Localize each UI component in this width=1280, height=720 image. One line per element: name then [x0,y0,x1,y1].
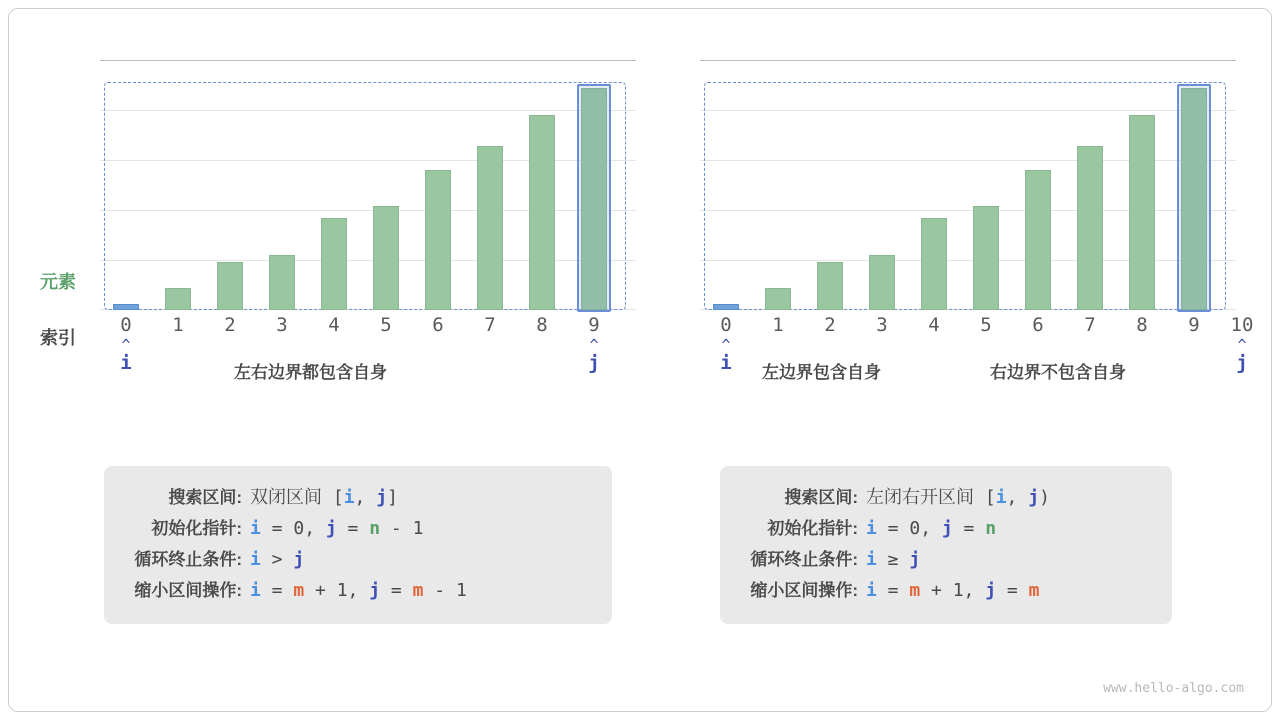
panel-closed-interval [40,60,640,382]
axis-tick: 4 [328,314,340,336]
info-row-label: 初始化指针: [151,519,242,538]
token-n: n [369,518,381,539]
axis-tick: 0 [120,314,132,336]
token-i: i [250,518,261,539]
pointer-caret-i: ^ [121,336,131,354]
axis-tick: 4 [928,314,940,336]
token-m: m [1028,580,1040,601]
info-row [122,575,590,606]
info-row-value [866,575,1039,606]
token-m: m [909,580,921,601]
bar-item [817,262,843,310]
panel-half-open-interval [640,60,1254,382]
token-text: 左闭右开区间 [ [866,487,996,508]
axis-tick: 3 [276,314,288,336]
bar-item [269,255,295,310]
info-row [738,482,1150,513]
pointer-caret-i: ^ [721,336,731,354]
chart-left [100,60,636,310]
token-j: j [376,487,388,508]
token-j: j [909,549,921,570]
axis-tick: 9 [588,314,600,336]
token-text: = 0, [876,518,942,539]
axis-tick: 0 [720,314,732,336]
token-text: 双闭区间 [ [250,487,344,508]
axis-left [100,310,636,382]
pointer-caret-j: ^ [589,336,599,354]
token-text: = [336,518,370,539]
bar-group [100,60,636,310]
token-j: j [293,549,305,570]
info-row-label: 缩小区间操作: [134,581,242,600]
y-axis-label: 元素 [40,272,76,292]
token-i: i [250,580,261,601]
token-text: = [260,580,294,601]
token-i: i [995,487,1007,508]
axis-tick: 1 [772,314,784,336]
pointer-caret-j: ^ [1237,336,1247,354]
bar-item [869,255,895,310]
bar-item [217,262,243,310]
axis-tick: 5 [380,314,392,336]
bar-item [165,288,191,310]
token-text: ] [387,487,398,508]
info-row-label: 循环终止条件: [750,550,858,569]
axis-tick: 9 [1188,314,1200,336]
highlight-box [1177,84,1211,312]
token-i: i [250,549,261,570]
watermark: www.hello-algo.com [1103,681,1244,696]
info-row-label: 循环终止条件: [134,550,242,569]
axis-tick: 7 [484,314,496,336]
info-row-label: 搜索区间: [784,488,858,507]
axis-tick: 1 [172,314,184,336]
info-row [122,544,590,575]
info-row-label: 搜索区间: [168,488,242,507]
token-i: i [343,487,355,508]
token-j: j [369,580,381,601]
axis-tick: 6 [432,314,444,336]
axis-tick: 3 [876,314,888,336]
token-m: m [412,580,424,601]
info-row-value [250,544,304,575]
info-row [738,513,1150,544]
token-text: - 1 [380,518,424,539]
token-text: ) [1039,487,1050,508]
info-row-value [250,513,423,544]
bar-item [477,146,503,310]
token-j: j [941,518,953,539]
info-box-half-open-interval [720,466,1172,624]
info-row [122,482,590,513]
bar-item [1025,170,1051,310]
info-row-value [866,544,920,575]
info-row-label: 缩小区间操作: [750,581,858,600]
token-i: i [866,518,877,539]
token-text: - 1 [423,580,467,601]
axis-tick: 2 [224,314,236,336]
token-text: = 0, [260,518,326,539]
axis-tick: 8 [1136,314,1148,336]
axis-tick: 8 [536,314,548,336]
axis-tick: 7 [1084,314,1096,336]
token-text: + 1, [920,580,986,601]
token-text: = [876,580,910,601]
token-text: + 1, [304,580,370,601]
pointer-label-j: j [1236,352,1248,374]
token-text: = [996,580,1029,601]
info-row [738,575,1150,606]
info-row [738,544,1150,575]
token-n: n [985,518,997,539]
bar-item [1129,115,1155,310]
axis-tick: 5 [980,314,992,336]
bar-item [921,218,947,310]
bar-item [973,206,999,310]
info-row-value [866,513,996,544]
bar-item [529,115,555,310]
x-axis-label: 索引 [40,328,76,348]
bar-item [373,206,399,310]
info-row-value [250,482,398,513]
chart-right [700,60,1236,310]
bar-group [700,60,1236,310]
token-text: , [354,487,377,508]
token-text: = [952,518,986,539]
token-text: , [1006,487,1029,508]
token-j: j [1028,487,1040,508]
note-left-bound: 左边界包含自身 [762,363,881,382]
bar-item [1077,146,1103,310]
token-j: j [985,580,997,601]
info-row-value [250,575,467,606]
info-row-value [866,482,1050,513]
axis-right [700,310,1254,382]
token-j: j [325,518,337,539]
info-row-label: 初始化指针: [767,519,858,538]
note-left: 左右边界都包含自身 [234,363,387,382]
bar-item [765,288,791,310]
token-text: = [380,580,413,601]
token-i: i [866,549,877,570]
token-i: i [866,580,877,601]
axis-tick: 2 [824,314,836,336]
info-box-closed-interval [104,466,612,624]
pointer-label-j: j [588,352,600,374]
axis-tick: 6 [1032,314,1044,336]
note-right-bound: 右边界不包含自身 [990,363,1126,382]
token-text: ≥ [876,549,910,570]
highlight-box [577,84,611,312]
pointer-label-i: i [720,352,732,374]
info-row [122,513,590,544]
axis-tick: 10 [1230,314,1254,336]
bar-item [321,218,347,310]
token-text: > [260,549,294,570]
token-m: m [293,580,305,601]
pointer-label-i: i [120,352,132,374]
bar-item [425,170,451,310]
